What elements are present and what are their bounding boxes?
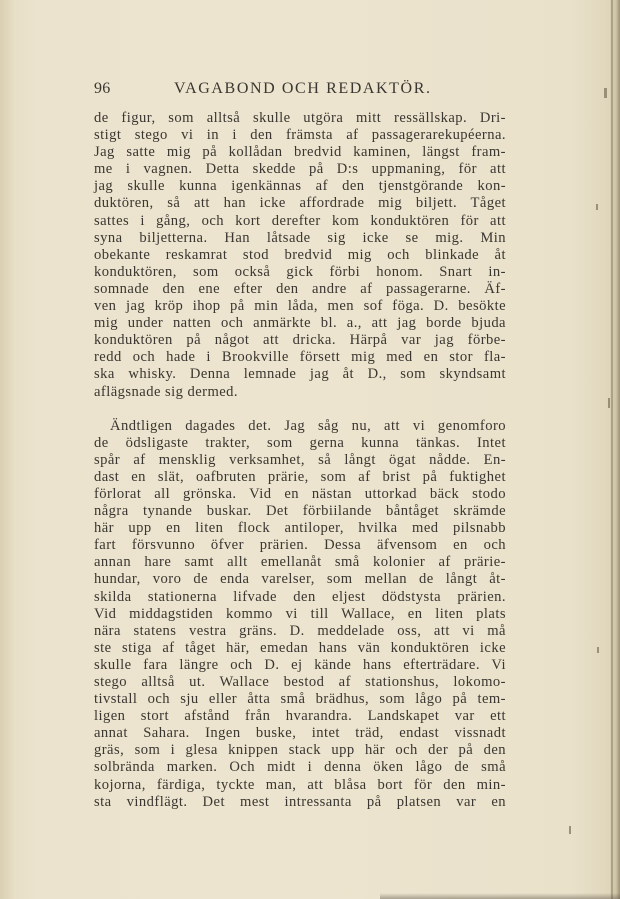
text-line: Jag satte mig på kollådan bredvid kaminen, längst fram- <box>94 144 506 161</box>
text-line: konduktören, som också gick förbi honom. Snart in- <box>94 263 506 280</box>
page-edge-line <box>611 0 613 899</box>
paragraph-1 <box>94 110 506 401</box>
text-line: aflägsnade sig dermed. <box>94 383 239 400</box>
text-line: skilda stationerna lifvade den eljest dödstysta prärien. <box>94 588 506 605</box>
text-line: solbrända marken. Och midt i denna öken lågo de små <box>94 759 506 776</box>
text-line: skulle fara längre och D. ej kände hans efterträdare. Vi <box>94 656 506 673</box>
text-line: sta vindflägt. Det mest intressanta på platsen var en <box>94 793 506 810</box>
text-line: tivstall och sju eller åtta små brädhus, som lågo på tem- <box>94 691 506 708</box>
text-line: Vid middagstiden kommo vi till Wallace, en liten plats <box>94 605 506 622</box>
text-line: ligen stort afstånd från hvarandra. Landskapet var ett <box>94 708 506 725</box>
text-line: de ödsligaste trakter, som gerna kunna tänkas. Intet <box>94 434 506 451</box>
text-line: hundar, voro de enda varelser, som mellan de långt åt- <box>94 571 506 588</box>
margin-speck <box>596 204 598 210</box>
running-header <box>94 80 502 102</box>
text-line: annat Sahara. Ingen buske, intet träd, endast vissnadt <box>94 725 506 742</box>
text-line: ste stiga af tåget här, emedan hans vän konduktören icke <box>94 639 506 656</box>
text-line: syna biljetterna. Han låtsade sig icke se mig. Min <box>94 229 506 246</box>
text-line: stigt stego vi in i den främsta af passagerarekupéerna. <box>94 127 506 144</box>
text-line: jag skulle kunna igenkännas af den tjenstgörande kon- <box>94 178 506 195</box>
text-line: duktören, så att han icke affordrade mig biljett. Tåget <box>94 195 506 212</box>
text-line: ska whisky. Denna lemnade jag åt D., som skyndsamt <box>94 366 506 383</box>
text-line: me i vagnen. Detta skedde på D:s uppmaning, för att <box>94 161 506 178</box>
text-line: de figur, som alltså skulle utgöra mitt ressällskap. Dri- <box>94 110 506 126</box>
text-line: konduktören på något att dricka. Härpå var jag förbe- <box>94 332 506 349</box>
text-line: obekante reskamrat stod bredvid mig och blinkade åt <box>94 246 506 263</box>
text-line: somnade den ene efter den andre af passagerarne. Äf- <box>94 280 506 297</box>
text-line: stego alltså ut. Wallace bestod af stationshus, lokomo- <box>94 674 506 690</box>
body-text <box>94 110 506 811</box>
text-line: spår af mensklig verksamhet, så långt ögat nådde. En- <box>94 451 506 468</box>
text-line: annan hare samt allt emellanåt små kolonier af prärie- <box>94 554 506 571</box>
paragraph-2 <box>94 418 506 811</box>
text-line: fart försvunno öfver prärien. Dessa äfvensom en och <box>94 537 506 554</box>
text-line: kojorna, färdiga, tyckte man, att blåsa bort för den min- <box>94 776 506 793</box>
margin-speck <box>597 647 599 653</box>
text-line: ven jag kröp ihop på min låda, men sof föga. D. besökte <box>94 298 506 315</box>
running-title: VAGABOND OCH REDAKTÖR. <box>174 80 432 97</box>
text-line: Ändtligen dagades det. Jag såg nu, att vi genomforo <box>110 417 506 434</box>
page-left-margin-shadow <box>0 0 14 899</box>
page-bottom-shadow <box>380 893 620 899</box>
text-line: redd och hade i Brookville försett mig med en stor fla- <box>94 349 506 366</box>
text-line: nära statens vestra gräns. D. meddelade oss, att vi må <box>94 622 506 639</box>
margin-speck <box>569 826 571 834</box>
margin-speck <box>608 398 610 408</box>
paragraph-spacer <box>94 401 506 418</box>
text-line: mig under natten och anmärkte bl. a., att jag borde bjuda <box>94 315 506 332</box>
text-line: dast en slät, oafbruten prärie, som af brist på fuktighet <box>94 468 506 485</box>
text-line: sattes i gång, och kort derefter kom konduktören för att <box>94 212 506 229</box>
text-line: gräs, som i glesa knippen stack upp här och der på den <box>94 742 506 759</box>
page-number: 96 <box>94 80 111 97</box>
text-line: förlorat all grönska. Vid en nästan uttorkad bäck stodo <box>94 485 506 502</box>
margin-speck <box>604 88 607 98</box>
text-line: några tynande buskar. Det förbiilande båntåget skrämde <box>94 503 506 520</box>
text-line: här upp en liten flock antiloper, hvilka med pilsnabb <box>94 520 506 537</box>
